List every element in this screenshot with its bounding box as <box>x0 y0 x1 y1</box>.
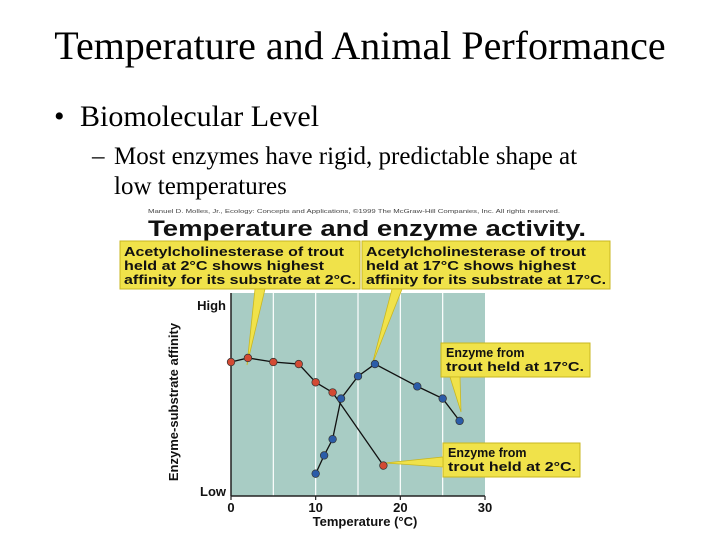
callout-right-line2: held at 17°C shows highest <box>366 259 578 273</box>
data-point-1 <box>456 417 464 425</box>
callout-left-line1: Acetylcholinesterase of trout <box>124 245 346 259</box>
callout-right-line1: Acetylcholinesterase of trout <box>366 245 588 259</box>
callout-left-line2: held at 2°C shows highest <box>124 259 326 273</box>
y-tick-low: Low <box>200 484 226 499</box>
x-tick-label: 0 <box>227 500 235 515</box>
x-tick-label: 10 <box>308 500 323 515</box>
x-axis-label: Temperature (°C) <box>312 514 418 529</box>
data-point-0 <box>295 360 303 368</box>
y-tick-high: High <box>197 298 226 313</box>
label-2-line1: Enzyme from <box>448 446 527 460</box>
figure-heading: Temperature and enzyme activity. <box>148 216 586 241</box>
data-point-1 <box>312 470 320 478</box>
label-17-line2: trout held at 17°C. <box>446 360 584 374</box>
y-axis-label: Enzyme-substrate affinity <box>166 322 181 482</box>
x-tick-label: 30 <box>477 500 493 515</box>
x-tick-label: 20 <box>393 500 408 515</box>
data-point-0 <box>380 462 388 470</box>
data-point-1 <box>354 372 362 380</box>
data-point-0 <box>312 379 320 387</box>
sub-bullet-line1: Most enzymes have rigid, predictable shape at <box>114 143 578 170</box>
figure-credit: Manuel D. Molles, Jr., Ecology: Concepts and Applications, ©1999 The McGraw-Hill Companies, Inc. All rights reserved. <box>148 209 429 215</box>
data-point-1 <box>413 383 421 391</box>
data-point-1 <box>371 360 379 368</box>
callout-left-line3: affinity for its substrate at 2°C. <box>124 273 356 287</box>
data-point-0 <box>227 358 235 366</box>
label-17-line1: Enzyme from <box>446 346 525 360</box>
x-ticks <box>227 496 492 515</box>
callout-right-line3: affinity for its substrate at 17°C. <box>366 273 606 287</box>
data-point-0 <box>329 389 337 397</box>
sub-bullet-line2: low temperatures <box>114 173 287 200</box>
label-2-line2: trout held at 2°C. <box>448 460 576 474</box>
bullet-text: Biomolecular Level <box>80 100 320 133</box>
slide-title: Temperature and Animal Performance <box>54 23 666 68</box>
data-point-1 <box>320 452 328 460</box>
data-point-0 <box>244 354 252 362</box>
data-point-1 <box>439 395 447 403</box>
data-point-1 <box>329 435 337 443</box>
data-point-1 <box>337 395 345 403</box>
bullet-dot-icon: • <box>54 100 65 133</box>
data-point-0 <box>270 358 278 366</box>
dash-icon: – <box>92 143 105 170</box>
